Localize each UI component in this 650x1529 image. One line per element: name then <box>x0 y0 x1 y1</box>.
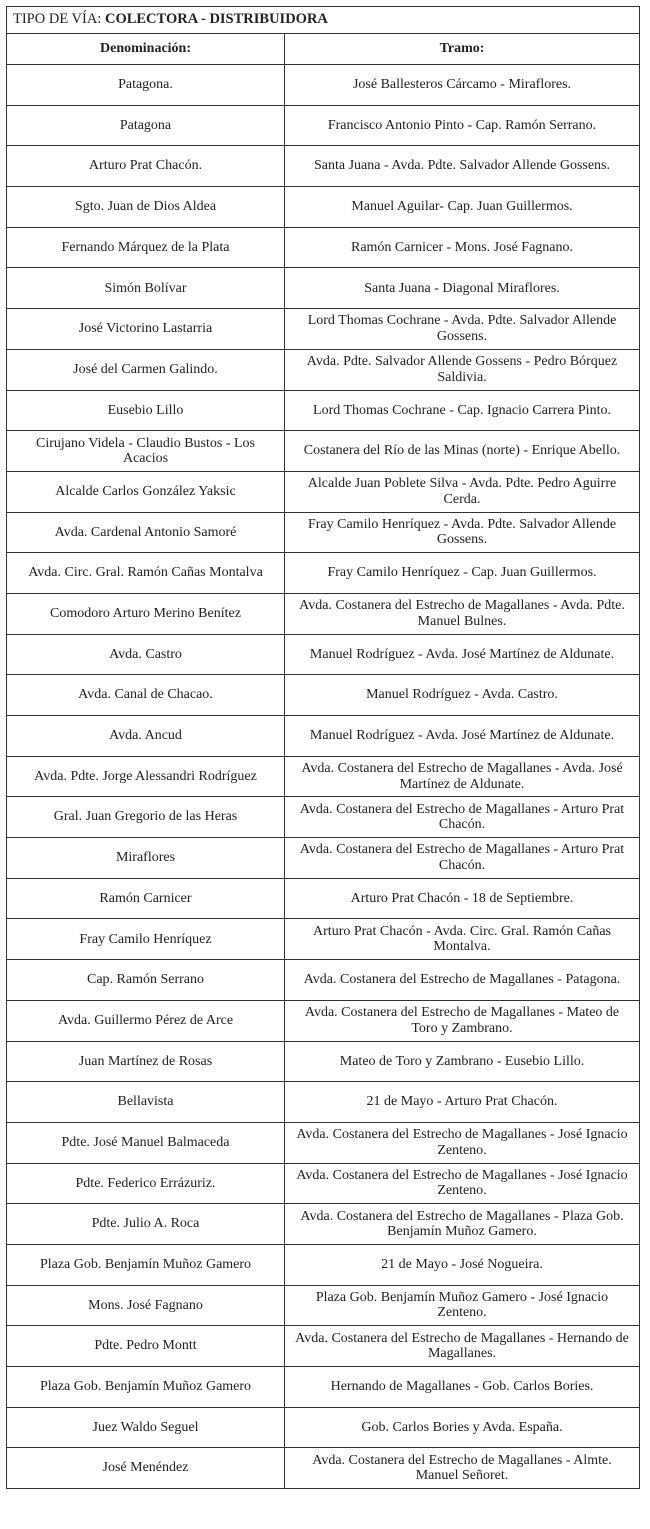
denominacion-cell: Fray Camilo Henríquez <box>7 919 285 960</box>
tramo-cell: Manuel Aguilar- Cap. Juan Guillermos. <box>285 187 640 228</box>
denominacion-cell: Comodoro Arturo Merino Benítez <box>7 593 285 634</box>
table-row <box>7 1000 640 1041</box>
denominacion-cell: Bellavista <box>7 1082 285 1123</box>
denominacion-cell: José Menéndez <box>7 1448 285 1489</box>
denominacion-cell: Juan Martínez de Rosas <box>7 1041 285 1082</box>
tramo-cell: Avda. Costanera del Estrecho de Magallanes - Plaza Gob. Benjamín Muñoz Gamero. <box>285 1204 640 1245</box>
tramo-cell: Manuel Rodríguez - Avda. José Martínez de Aldunate. <box>285 634 640 675</box>
table-row <box>7 675 640 716</box>
denominacion-cell: Plaza Gob. Benjamín Muñoz Gamero <box>7 1367 285 1408</box>
table-row <box>7 227 640 268</box>
table-row <box>7 756 640 797</box>
table-row <box>7 1163 640 1204</box>
tramo-cell: Costanera del Río de las Minas (norte) - Enrique Abello. <box>285 431 640 472</box>
tramo-cell: Avda. Costanera del Estrecho de Magallanes - Almte. Manuel Señoret. <box>285 1448 640 1489</box>
denominacion-cell: Avda. Cardenal Antonio Samoré <box>7 512 285 553</box>
tramo-cell: Manuel Rodríguez - Avda. José Martínez de Aldunate. <box>285 716 640 757</box>
table-row <box>7 593 640 634</box>
table-row <box>7 1122 640 1163</box>
denominacion-cell: Patagona. <box>7 65 285 106</box>
tramo-cell: Avda. Costanera del Estrecho de Magallanes - Patagona. <box>285 960 640 1001</box>
tramo-cell: Santa Juana - Avda. Pdte. Salvador Allende Gossens. <box>285 146 640 187</box>
denominacion-cell: Cirujano Videla - Claudio Bustos - Los Acacios <box>7 431 285 472</box>
denominacion-cell: José del Carmen Galindo. <box>7 349 285 390</box>
tramo-cell: Fray Camilo Henríquez - Avda. Pdte. Salvador Allende Gossens. <box>285 512 640 553</box>
table-body <box>7 65 640 1489</box>
title-value: COLECTORA - DISTRIBUIDORA <box>104 11 328 28</box>
tramo-cell: José Ballesteros Cárcamo - Miraflores. <box>285 65 640 106</box>
tramo-cell: Avda. Costanera del Estrecho de Magallanes - José Ignacio Zenteno. <box>285 1163 640 1204</box>
tramo-cell: Avda. Costanera del Estrecho de Magallanes - Arturo Prat Chacón. <box>285 797 640 838</box>
table-row <box>7 1448 640 1489</box>
tramo-cell: Avda. Costanera del Estrecho de Magallanes - Avda. Pdte. Manuel Bulnes. <box>285 593 640 634</box>
tramo-cell: Avda. Costanera del Estrecho de Magallanes - Avda. José Martínez de Aldunate. <box>285 756 640 797</box>
table-row <box>7 187 640 228</box>
tramo-cell: Gob. Carlos Bories y Avda. España. <box>285 1407 640 1448</box>
table-row <box>7 146 640 187</box>
tramo-cell: Avda. Pdte. Salvador Allende Gossens - Pedro Bórquez Saldivia. <box>285 349 640 390</box>
table-row <box>7 797 640 838</box>
denominacion-cell: Plaza Gob. Benjamín Muñoz Gamero <box>7 1244 285 1285</box>
table-row <box>7 268 640 309</box>
tramo-cell: 21 de Mayo - José Nogueira. <box>285 1244 640 1285</box>
title-prefix: TIPO DE VÍA: <box>13 11 102 28</box>
denominacion-cell: Avda. Ancud <box>7 716 285 757</box>
tramo-cell: Ramón Carnicer - Mons. José Fagnano. <box>285 227 640 268</box>
table-row <box>7 309 640 350</box>
tramo-cell: Avda. Costanera del Estrecho de Magallanes - Hernando de Magallanes. <box>285 1326 640 1367</box>
tramo-cell: Fray Camilo Henríquez - Cap. Juan Guillermos. <box>285 553 640 594</box>
denominacion-cell: Avda. Pdte. Jorge Alessandri Rodríguez <box>7 756 285 797</box>
header-tramo: Tramo: <box>285 34 640 65</box>
denominacion-cell: Pdte. Federico Errázuriz. <box>7 1163 285 1204</box>
denominacion-cell: Eusebio Lillo <box>7 390 285 431</box>
denominacion-cell: Patagona <box>7 105 285 146</box>
table-row <box>7 1082 640 1123</box>
tramo-cell: Hernando de Magallanes - Gob. Carlos Bories. <box>285 1367 640 1408</box>
table-row <box>7 716 640 757</box>
table-row <box>7 1041 640 1082</box>
denominacion-cell: Alcalde Carlos González Yaksic <box>7 471 285 512</box>
table-row <box>7 512 640 553</box>
denominacion-cell: Simón Bolívar <box>7 268 285 309</box>
table-row <box>7 838 640 879</box>
table-row <box>7 1244 640 1285</box>
title-row <box>7 7 640 34</box>
table-row <box>7 919 640 960</box>
denominacion-cell: Juez Waldo Seguel <box>7 1407 285 1448</box>
table-row <box>7 390 640 431</box>
denominacion-cell: Cap. Ramón Serrano <box>7 960 285 1001</box>
denominacion-cell: José Victorino Lastarria <box>7 309 285 350</box>
denominacion-cell: Arturo Prat Chacón. <box>7 146 285 187</box>
table-row <box>7 960 640 1001</box>
tramo-cell: Avda. Costanera del Estrecho de Magallanes - Arturo Prat Chacón. <box>285 838 640 879</box>
denominacion-cell: Avda. Circ. Gral. Ramón Cañas Montalva <box>7 553 285 594</box>
tramo-cell: Manuel Rodríguez - Avda. Castro. <box>285 675 640 716</box>
denominacion-cell: Avda. Guillermo Pérez de Arce <box>7 1000 285 1041</box>
denominacion-cell: Gral. Juan Gregorio de las Heras <box>7 797 285 838</box>
denominacion-cell: Sgto. Juan de Dios Aldea <box>7 187 285 228</box>
table-row <box>7 1407 640 1448</box>
table-row <box>7 1285 640 1326</box>
denominacion-cell: Avda. Castro <box>7 634 285 675</box>
table-row <box>7 431 640 472</box>
tramo-cell: Francisco Antonio Pinto - Cap. Ramón Serrano. <box>285 105 640 146</box>
denominacion-cell: Miraflores <box>7 838 285 879</box>
table-row <box>7 878 640 919</box>
document-page <box>6 6 639 1489</box>
tramo-cell: Plaza Gob. Benjamín Muñoz Gamero - José Ignacio Zenteno. <box>285 1285 640 1326</box>
tramo-cell: Lord Thomas Cochrane - Avda. Pdte. Salvador Allende Gossens. <box>285 309 640 350</box>
table-row <box>7 105 640 146</box>
tramo-cell: Mateo de Toro y Zambrano - Eusebio Lillo. <box>285 1041 640 1082</box>
tramo-cell: Arturo Prat Chacón - 18 de Septiembre. <box>285 878 640 919</box>
tramo-cell: Lord Thomas Cochrane - Cap. Ignacio Carrera Pinto. <box>285 390 640 431</box>
header-row <box>7 34 640 65</box>
table-title <box>7 7 640 34</box>
denominacion-cell: Pdte. Julio A. Roca <box>7 1204 285 1245</box>
road-table <box>6 6 640 1489</box>
denominacion-cell: Pdte. Pedro Montt <box>7 1326 285 1367</box>
denominacion-cell: Fernando Márquez de la Plata <box>7 227 285 268</box>
denominacion-cell: Ramón Carnicer <box>7 878 285 919</box>
table-row <box>7 553 640 594</box>
table-row <box>7 65 640 106</box>
tramo-cell: 21 de Mayo - Arturo Prat Chacón. <box>285 1082 640 1123</box>
header-denominacion: Denominación: <box>7 34 285 65</box>
table-row <box>7 1326 640 1367</box>
table-row <box>7 634 640 675</box>
denominacion-cell: Mons. José Fagnano <box>7 1285 285 1326</box>
tramo-cell: Avda. Costanera del Estrecho de Magallanes - José Ignacio Zenteno. <box>285 1122 640 1163</box>
table-row <box>7 1367 640 1408</box>
tramo-cell: Alcalde Juan Poblete Silva - Avda. Pdte. Pedro Aguirre Cerda. <box>285 471 640 512</box>
table-row <box>7 471 640 512</box>
denominacion-cell: Pdte. José Manuel Balmaceda <box>7 1122 285 1163</box>
tramo-cell: Arturo Prat Chacón - Avda. Circ. Gral. Ramón Cañas Montalva. <box>285 919 640 960</box>
table-row <box>7 1204 640 1245</box>
table-row <box>7 349 640 390</box>
tramo-cell: Santa Juana - Diagonal Miraflores. <box>285 268 640 309</box>
tramo-cell: Avda. Costanera del Estrecho de Magallanes - Mateo de Toro y Zambrano. <box>285 1000 640 1041</box>
denominacion-cell: Avda. Canal de Chacao. <box>7 675 285 716</box>
